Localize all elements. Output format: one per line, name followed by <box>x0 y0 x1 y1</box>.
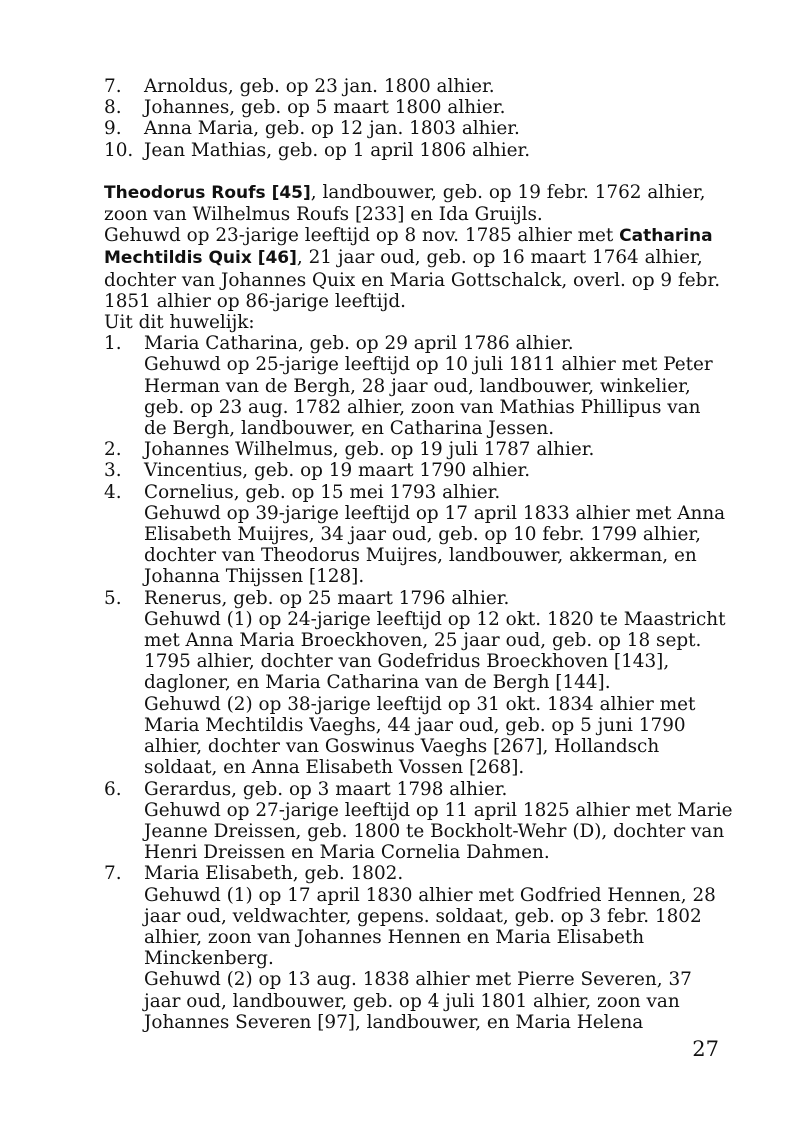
item-number: 3. <box>104 460 122 482</box>
item-number: 8. <box>104 97 122 119</box>
list-item <box>104 97 704 118</box>
item-number: 7. <box>104 863 122 885</box>
item-number: 9. <box>104 118 122 140</box>
children-list <box>104 333 733 1033</box>
detail-line: Vincentius, geb. op 19 maart 1790 alhier. <box>144 460 531 482</box>
item-number: 7. <box>104 76 122 97</box>
list-item <box>104 140 704 161</box>
child-details <box>144 333 713 439</box>
child-details <box>144 863 716 1033</box>
item-number: 10. <box>104 139 134 161</box>
entry-text: , 21 jaar oud, geb. op 16 maart 1764 alhier, <box>296 247 703 269</box>
detail-line: Johanna Thijssen [128]. <box>144 566 365 588</box>
detail-line: Gerardus, geb. op 3 maart 1798 alhier. <box>144 778 508 800</box>
detail-line: Elisabeth Muijres, 34 jaar oud, geb. op 10 febr. 1799 alhier, <box>144 524 701 546</box>
detail-line: 1795 alhier, dochter van Godefridus Broeckhoven [143], <box>144 651 670 673</box>
item-number: 4. <box>104 481 122 503</box>
detail-line: alhier, zoon van Johannes Hennen en Maria Elisabeth <box>144 926 645 948</box>
detail-line: geb. op 23 aug. 1782 alhier, zoon van Mathias Phillipus van <box>144 396 701 418</box>
detail-line: Jeanne Dreissen, geb. 1800 te Bockholt-Wehr (D), dochter van <box>144 820 725 842</box>
detail-line: dagloner, en Maria Catharina van de Bergh [144]. <box>144 672 611 694</box>
detail-line: Maria Mechtildis Vaeghs, 44 jaar oud, geb. op 5 juni 1790 <box>144 714 686 736</box>
detail-line: Gehuwd (2) op 38-jarige leeftijd op 31 okt. 1834 alhier met <box>144 693 696 715</box>
page-content <box>104 76 733 1033</box>
spouse-name: Mechtildis Quix [46] <box>104 248 297 269</box>
detail-line: Johannes Wilhelmus, geb. op 19 juli 1787 alhier. <box>144 439 595 461</box>
child-item <box>104 481 726 588</box>
child-details <box>144 482 725 588</box>
detail-line: Gehuwd op 25-jarige leeftijd op 10 juli 1811 alhier met Peter <box>144 354 713 376</box>
entry-line <box>104 225 713 247</box>
list-item <box>104 118 704 139</box>
child-details <box>144 779 733 864</box>
child-item <box>104 460 704 481</box>
entry-line: Uit dit huwelijk: <box>104 312 255 334</box>
item-text: Anna Maria, geb. op 12 jan. 1803 alhier. <box>144 118 520 140</box>
list-item <box>104 76 704 97</box>
detail-line: dochter van Theodorus Muijres, landbouwer, akkerman, en <box>144 545 697 567</box>
person-name: Theodorus Roufs [45] <box>104 182 311 203</box>
entry-text: , landbouwer, geb. op 19 febr. 1762 alhier, <box>310 181 706 203</box>
detail-line: alhier, dochter van Goswinus Vaeghs [267], Hollandsch <box>144 736 660 758</box>
entry-line <box>104 247 704 269</box>
detail-line: Herman van de Bergh, 28 jaar oud, landbouwer, winkelier, <box>144 375 691 397</box>
entry-line <box>104 182 704 204</box>
child-item <box>104 439 704 460</box>
detail-line: de Bergh, landbouwer, en Catharina Jessen. <box>144 418 555 440</box>
child-item <box>104 863 716 1033</box>
entry-text: Gehuwd op 23-jarige leeftijd op 8 nov. 1785 alhier met <box>104 225 620 247</box>
child-details <box>144 439 704 460</box>
item-text: Arnoldus, geb. op 23 jan. 1800 alhier. <box>144 76 495 97</box>
child-details <box>144 588 726 779</box>
detail-line: Johannes Severen [97], landbouwer, en Maria Helena <box>144 1011 644 1033</box>
children-list-continued <box>104 76 704 161</box>
entry-line: 1851 alhier op 86-jarige leeftijd. <box>104 290 406 312</box>
detail-line: Maria Catharina, geb. op 29 april 1786 alhier. <box>144 333 574 355</box>
detail-line: Gehuwd op 39-jarige leeftijd op 17 april 1833 alhier met Anna <box>144 502 726 524</box>
detail-line: Gehuwd (1) op 24-jarige leeftijd op 12 okt. 1820 te Maastricht <box>144 608 726 630</box>
detail-line: jaar oud, veldwachter, gepens. soldaat, geb. op 3 febr. 1802 <box>144 905 702 927</box>
detail-line: Cornelius, geb. op 15 mei 1793 alhier. <box>144 481 501 503</box>
genealogy-entry <box>104 181 721 334</box>
child-details <box>144 460 704 481</box>
item-number: 1. <box>104 333 122 355</box>
spouse-name: Catharina <box>619 226 713 247</box>
item-number: 2. <box>104 439 122 461</box>
entry-line: zoon van Wilhelmus Roufs [233] en Ida Gruijls. <box>104 204 543 226</box>
detail-line: Renerus, geb. op 25 maart 1796 alhier. <box>144 587 510 609</box>
detail-line: Gehuwd (1) op 17 april 1830 alhier met Godfried Hennen, 28 <box>144 884 716 906</box>
detail-line: soldaat, en Anna Elisabeth Vossen [268]. <box>144 757 525 779</box>
detail-line: Maria Elisabeth, geb. 1802. <box>144 863 404 885</box>
item-text: Johannes, geb. op 5 maart 1800 alhier. <box>144 97 506 119</box>
detail-line: Henri Dreissen en Maria Cornelia Dahmen. <box>144 842 550 864</box>
detail-line: jaar oud, landbouwer, geb. op 4 juli 1801 alhier, zoon van <box>144 990 680 1012</box>
child-item <box>104 587 726 779</box>
detail-line: Minckenberg. <box>144 948 274 970</box>
paragraph-gap <box>104 161 704 182</box>
child-item <box>104 333 713 440</box>
detail-line: met Anna Maria Broeckhoven, 25 jaar oud, geb. op 18 sept. <box>144 630 702 652</box>
item-text: Jean Mathias, geb. op 1 april 1806 alhier. <box>144 139 531 161</box>
child-item <box>104 778 733 864</box>
item-number: 6. <box>104 778 122 800</box>
detail-line: Gehuwd (2) op 13 aug. 1838 alhier met Pierre Severen, 37 <box>144 969 692 991</box>
detail-line: Gehuwd op 27-jarige leeftijd op 11 april 1825 alhier met Marie <box>144 799 733 821</box>
item-number: 5. <box>104 587 122 609</box>
entry-line: dochter van Johannes Quix en Maria Gottschalck, overl. op 9 febr. <box>104 269 721 291</box>
page-number: 27 <box>692 1037 719 1061</box>
